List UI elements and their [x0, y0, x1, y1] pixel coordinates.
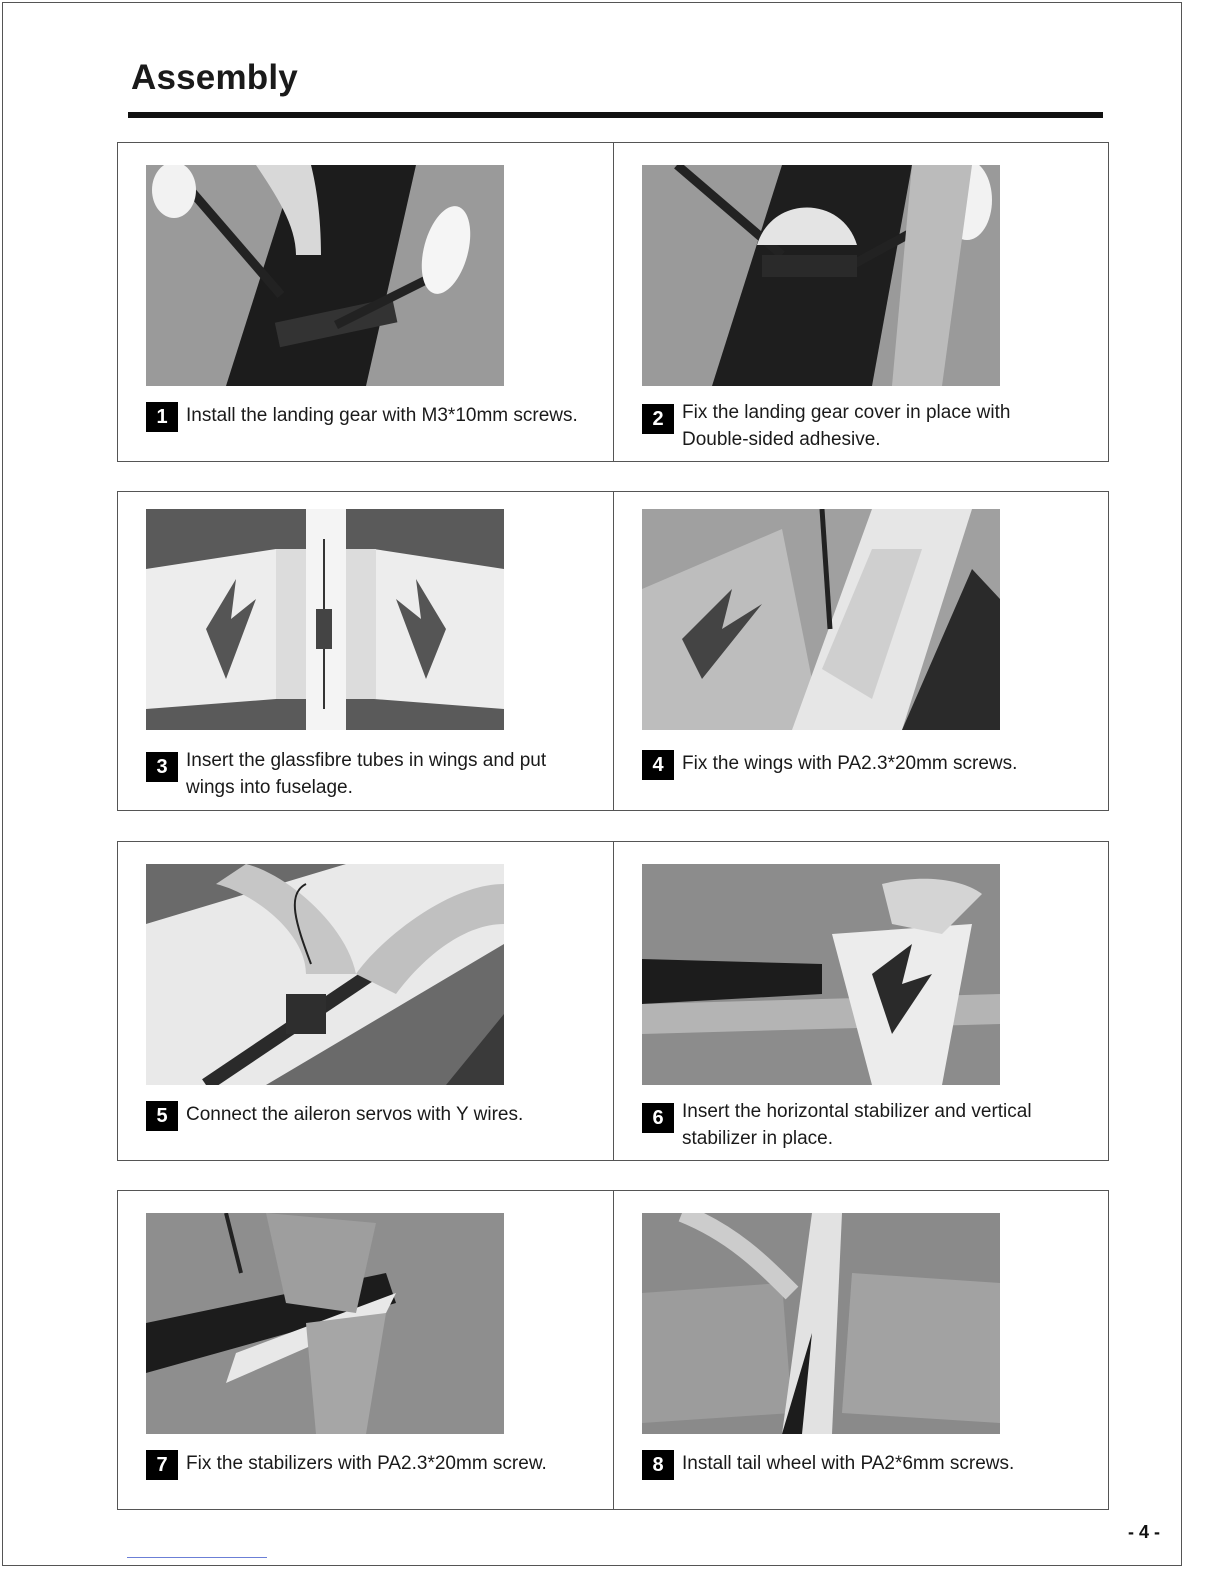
- step-8-label: [642, 1450, 1014, 1480]
- step-row-2: [117, 491, 1109, 811]
- page-number: - 4 -: [1128, 1522, 1161, 1542]
- step-caption: Fix the stabilizers with PA2.3*20mm screw.: [186, 1453, 547, 1474]
- footer-link-underline: [127, 1557, 267, 1558]
- step-5-label: [146, 1101, 523, 1131]
- tail-wheel-photo: [642, 1213, 1000, 1434]
- step-8: [614, 1191, 1109, 1509]
- step-caption: Insert the horizontal stabilizer and vertical stabilizer in place.: [682, 1101, 1032, 1149]
- step-row-3: [117, 841, 1109, 1161]
- stabilizer-screw-photo: [146, 1213, 504, 1434]
- landing-gear-install-photo: [146, 165, 504, 386]
- step-4: [614, 492, 1109, 810]
- step-caption: Install tail wheel with PA2*6mm screws.: [682, 1453, 1015, 1474]
- step-caption: Fix the wings with PA2.3*20mm screws.: [682, 753, 1018, 774]
- step-1-label: [146, 402, 578, 432]
- page-title: Assembly: [131, 58, 298, 97]
- title-rule: [128, 112, 1103, 118]
- step-number-badge: 7: [146, 1450, 178, 1480]
- step-7: [118, 1191, 613, 1509]
- step-number-badge: 3: [146, 752, 178, 782]
- step-3-label: [146, 747, 546, 801]
- step-caption: Connect the aileron servos with Y wires.: [186, 1104, 524, 1125]
- step-number-badge: 8: [642, 1450, 674, 1480]
- step-6-label: [642, 1098, 1032, 1152]
- step-7-label: [146, 1450, 547, 1480]
- step-5: [118, 842, 613, 1160]
- aileron-servo-wires-photo: [146, 864, 504, 1085]
- step-caption: Insert the glassfibre tubes in wings and put wings into fuselage.: [186, 750, 547, 798]
- step-number-badge: 1: [146, 402, 178, 432]
- wing-screws-photo: [642, 509, 1000, 730]
- step-number-badge: 5: [146, 1101, 178, 1131]
- step-3: [118, 492, 613, 810]
- step-number-badge: 2: [642, 404, 674, 434]
- step-number-badge: 6: [642, 1103, 674, 1133]
- step-row-4: [117, 1190, 1109, 1510]
- step-6: [614, 842, 1109, 1160]
- step-2-label: [642, 399, 1010, 453]
- landing-gear-cover-photo: [642, 165, 1000, 386]
- step-1: [118, 143, 613, 461]
- step-number-badge: 4: [642, 750, 674, 780]
- step-2: [614, 143, 1109, 461]
- step-caption: Fix the landing gear cover in place with Double-sided adhesive.: [682, 402, 1011, 450]
- stabilizer-insert-photo: [642, 864, 1000, 1085]
- step-caption: Install the landing gear with M3*10mm screws.: [186, 405, 578, 426]
- wings-into-fuselage-photo: [146, 509, 504, 730]
- step-row-1: [117, 142, 1109, 462]
- step-4-label: [642, 750, 1017, 780]
